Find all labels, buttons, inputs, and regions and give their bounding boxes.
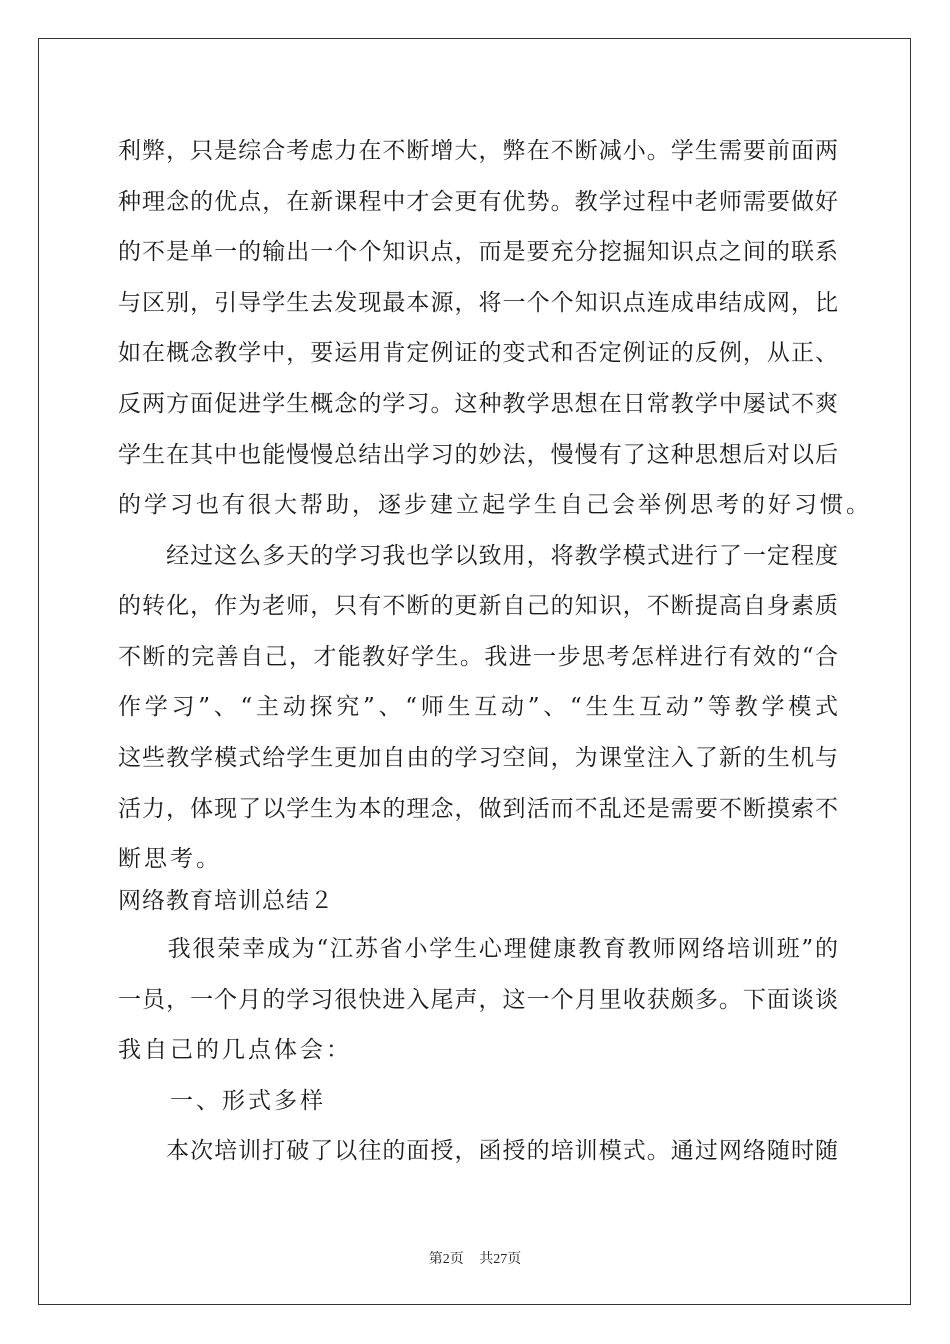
text-line: 本次培训打破了以往的面授，函授的培训模式。通过网络随时随 bbox=[118, 1138, 838, 1164]
text-line: 与区别，引导学生去发现最本源，将一个个知识点连成串结成网，比 bbox=[118, 290, 838, 316]
text-line: 我很荣幸成为“江苏省小学生心理健康教育教师网络培训班”的 bbox=[118, 936, 838, 962]
text-line: 的转化，作为老师，只有不断的更新自己的知识，不断提高自身素质 bbox=[118, 593, 838, 619]
text-line: 反两方面促进学生概念的学习。这种教学思想在日常教学中屡试不爽 bbox=[118, 391, 838, 417]
text-line: 作学习”、“主动探究”、“师生互动”、“生生互动”等教学模式 bbox=[118, 694, 838, 720]
page-number: 第2页 bbox=[428, 1252, 464, 1267]
text-line: 不断的完善自己，才能教好学生。我进一步思考怎样进行有效的“合 bbox=[118, 644, 838, 670]
text-line: 活力，体现了以学生为本的理念，做到活而不乱还是需要不断摸索不 bbox=[118, 796, 838, 822]
total-pages: 共27页 bbox=[479, 1252, 522, 1267]
text-line: 我自己的几点体会： bbox=[118, 1037, 352, 1063]
subsection-heading: 一、形式多样 bbox=[118, 1088, 326, 1114]
text-line: 经过这么多天的学习我也学以致用，将教学模式进行了一定程度 bbox=[118, 543, 838, 569]
text-line: 一员，一个月的学习很快进入尾声，这一个月里收获颇多。下面谈谈 bbox=[118, 987, 838, 1013]
text-line: 利弊，只是综合考虑力在不断增大，弊在不断减小。学生需要前面两 bbox=[118, 138, 838, 164]
page-footer bbox=[0, 1248, 950, 1268]
text-line: 的学习也有很大帮助，逐步建立起学生自己会举例思考的好习惯。 bbox=[118, 492, 872, 518]
text-line: 这些教学模式给学生更加自由的学习空间，为课堂注入了新的生机与 bbox=[118, 745, 838, 771]
text-line: 如在概念教学中，要运用肯定例证的变式和否定例证的反例，从正、 bbox=[118, 340, 838, 366]
text-line: 种理念的优点，在新课程中才会更有优势。教学过程中老师需要做好 bbox=[118, 189, 838, 215]
section-heading: 网络教育培训总结２ bbox=[118, 888, 334, 914]
text-line: 的不是单一的输出一个个知识点，而是要充分挖掘知识点之间的联系 bbox=[118, 239, 838, 265]
text-line: 学生在其中也能慢慢总结出学习的妙法，慢慢有了这种思想后对以后 bbox=[118, 442, 838, 468]
text-line: 断思考。 bbox=[118, 846, 222, 872]
